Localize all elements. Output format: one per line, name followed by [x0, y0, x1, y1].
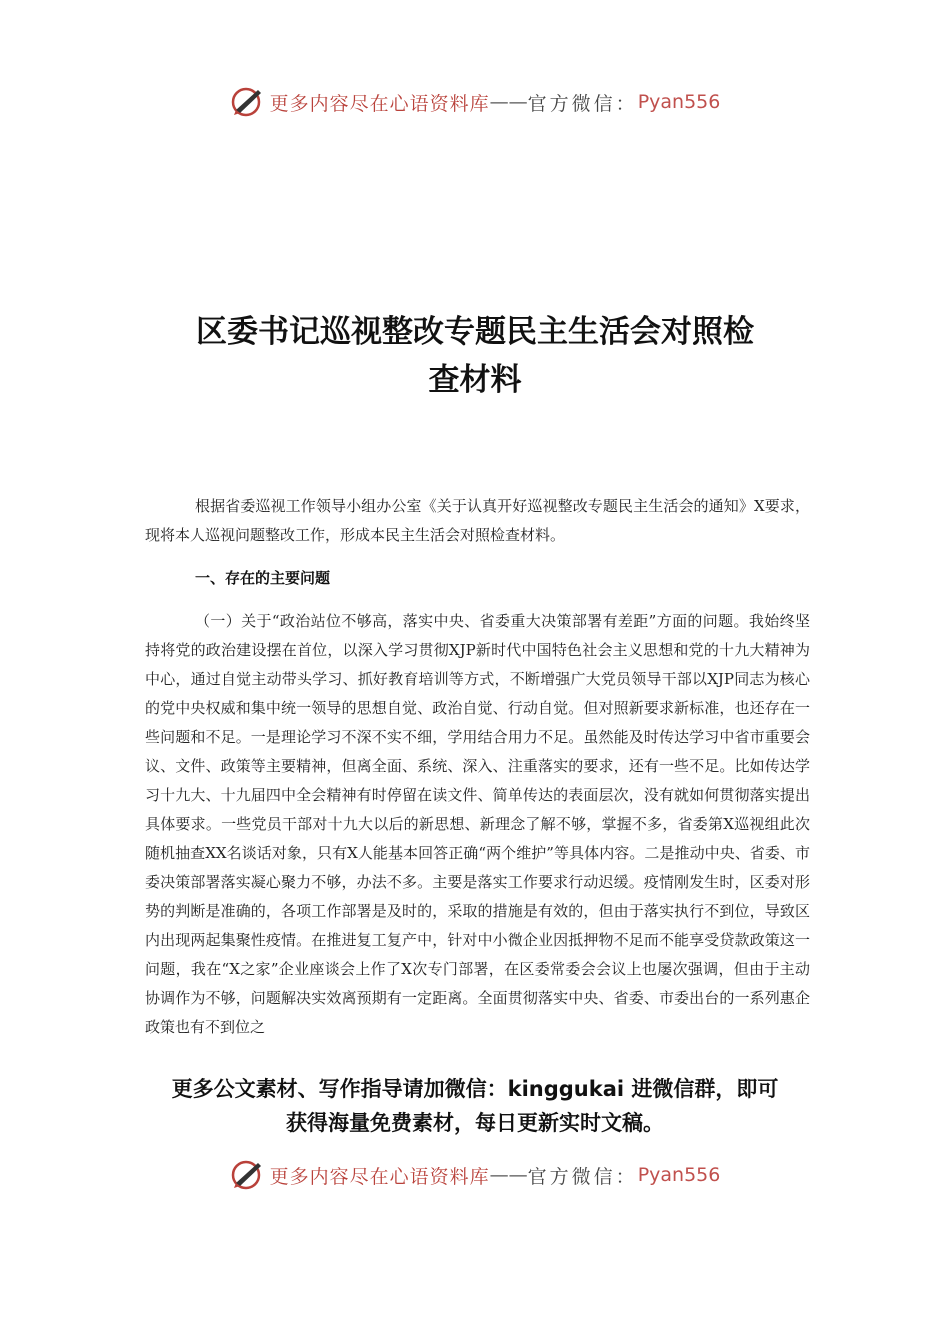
- pen-logo-icon: [230, 84, 266, 120]
- promo-line-2: 获得海量免费素材，每日更新实时文稿。: [286, 1111, 664, 1135]
- banner-site-text: 更多内容尽在心语资料库: [269, 92, 490, 115]
- banner-official-label: 官方微信：: [527, 92, 638, 115]
- main-paragraph: （一）关于“政治站位不够高，落实中央、省委重大决策部署有差距”方面的问题。我始终坚持将党的政治建设摆在首位，以深入学习贯彻XJP新时代中国特色社会主义思想和党的十九大精神为中心，通过自觉主动带头学习、抓好教育培训等方式，不断增强广大党员领导干部以XJP同志为核心的党中央权威和集中统一领导的思想自觉、政治自觉、行动自觉。但对照新要求新标准，也还存在一些问题和不足。一是理论学习不深不实不细，学用结合用力不足。虽然能及时传达学习中省市重要会议、文件、政策等主要精神，但离全面、系统、深入、注重落实的要求，还有一些不足。比如传达学习十九大、十九届四中全会精神有时停留在读文件、简单传达的表面层次，没有就如何贯彻落实提出具体要求。一些党员干部对十九大以后的新思想、新理念了解不够，掌握不多，省委第X巡视组此次随机抽查XX名谈话对象，只有X人能基本回答正确“两个维护”等具体内容。二是推动中央、省委、市委决策部署落实凝心聚力不够，办法不多。主要是落实工作要求行动迟缓。疫情刚发生时，区委对形势的判断是准确的，各项工作部署是及时的，采取的措施是有效的，但由于落实执行不到位，导致区内出现两起集聚性疫情。在推进复工复产中，针对中小微企业因抵押物不足而不能享受贷款政策这一问题，我在“X之家”企业座谈会上作了X次专门部署，在区委常委会会议上也屡次强调，但由于主动协调作为不够，问题解决实效离预期有一定距离。全面贯彻落实中央、省委、市委出台的一系列惠企政策也有不到位之: [145, 612, 810, 1036]
- banner-dash: ——: [489, 91, 528, 113]
- banner-wechat-id: Pyan556: [637, 91, 721, 113]
- banner-site-text: 更多内容尽在心语资料库: [269, 1165, 490, 1188]
- title-line-2: 查材料: [428, 362, 522, 398]
- title-line-1: 区委书记巡视整改专题民主生活会对照检: [196, 314, 754, 350]
- banner-dash: ——: [489, 1164, 528, 1186]
- document-title: [140, 308, 810, 404]
- section-heading: 一、存在的主要问题: [195, 569, 331, 587]
- intro-paragraph: 根据省委巡视工作领导小组办公室《关于认真开好巡视整改专题民主生活会的通知》X要求，现将本人巡视问题整改工作，形成本民主生活会对照检查材料。: [145, 497, 810, 544]
- promo-text: [120, 1072, 830, 1140]
- header-banner: [0, 82, 950, 122]
- promo-line-1: 更多公文素材、写作指导请加微信：kinggukai 进微信群，即可: [171, 1077, 779, 1101]
- pen-logo-icon: [230, 1157, 266, 1193]
- banner-wechat-id: Pyan556: [637, 1164, 721, 1186]
- footer-banner: [0, 1155, 950, 1195]
- banner-official-label: 官方微信：: [527, 1165, 638, 1188]
